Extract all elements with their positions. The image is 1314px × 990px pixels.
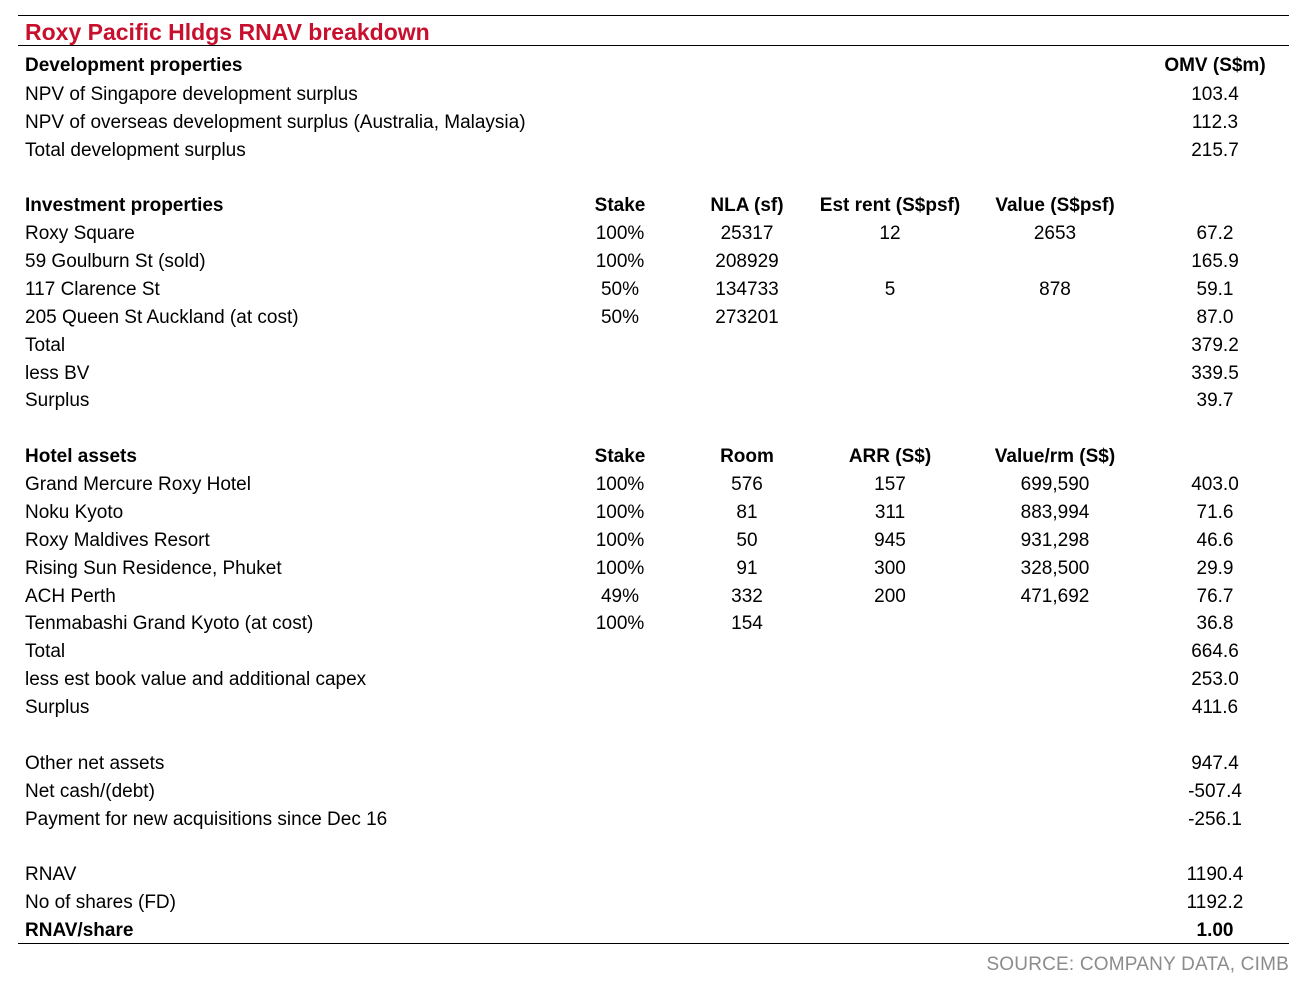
row-label: RNAV (25, 864, 77, 885)
table-row (0, 137, 1314, 165)
row-label: NPV of overseas development surplus (Australia, Malaysia) (25, 112, 526, 133)
table-row (0, 220, 1314, 248)
table-row (0, 52, 1314, 80)
row-label: Development properties (25, 55, 243, 76)
cell-stake: 50% (600, 307, 640, 328)
table-row (0, 527, 1314, 555)
cell-omv: 1.00 (1196, 920, 1234, 941)
cell-val: Value (S$psf) (995, 195, 1115, 216)
row-label: Payment for new acquisitions since Dec 16 (25, 809, 388, 830)
table-row (0, 610, 1314, 638)
row-label: less BV (25, 363, 90, 384)
cell-nla: 81 (736, 502, 758, 523)
table-row (0, 889, 1314, 917)
row-label: Investment properties (25, 195, 224, 216)
table-row (0, 471, 1314, 499)
row-label: RNAV/share (25, 920, 134, 941)
table-row (0, 861, 1314, 889)
cell-rent: ARR (S$) (848, 446, 932, 467)
bottom-rule (18, 943, 1289, 944)
cell-omv: 46.6 (1196, 530, 1234, 551)
row-label: Surplus (25, 697, 90, 718)
cell-stake: 50% (600, 279, 640, 300)
cell-stake: 100% (595, 558, 645, 579)
table-row (0, 192, 1314, 220)
cell-rent: 5 (884, 279, 896, 300)
cell-stake: 100% (595, 613, 645, 634)
row-label: 117 Clarence St (25, 279, 160, 300)
cell-val: 699,590 (1020, 474, 1090, 495)
cell-omv: 39.7 (1196, 390, 1234, 411)
cell-val: Value/rm (S$) (994, 446, 1116, 467)
row-label: Roxy Maldives Resort (25, 530, 210, 551)
cell-omv: 1190.4 (1186, 864, 1244, 885)
cell-omv: 67.2 (1196, 223, 1234, 244)
table-row (0, 583, 1314, 611)
cell-omv: 1192.2 (1186, 892, 1244, 913)
cell-val: 2653 (1033, 223, 1077, 244)
cell-stake: 100% (595, 474, 645, 495)
cell-nla: 25317 (720, 223, 774, 244)
cell-val: 883,994 (1020, 502, 1090, 523)
row-label: 59 Goulburn St (sold) (25, 251, 206, 272)
row-label: Hotel assets (25, 446, 137, 467)
cell-nla: 50 (736, 530, 758, 551)
cell-nla: 576 (731, 474, 763, 495)
cell-nla: Room (720, 446, 774, 467)
cell-omv: 103.4 (1191, 84, 1239, 105)
cell-val: 931,298 (1020, 530, 1090, 551)
cell-stake: 100% (595, 502, 645, 523)
table-row (0, 555, 1314, 583)
row-label: Grand Mercure Roxy Hotel (25, 474, 251, 495)
table-row (0, 778, 1314, 806)
cell-stake: 100% (595, 251, 645, 272)
cell-omv: 403.0 (1191, 474, 1239, 495)
cell-omv: 87.0 (1196, 307, 1234, 328)
cell-omv: 339.5 (1191, 363, 1239, 384)
row-label: Rising Sun Residence, Phuket (25, 558, 282, 579)
cell-omv: 112.3 (1191, 112, 1239, 133)
row-label: No of shares (FD) (25, 892, 176, 913)
cell-nla: 208929 (715, 251, 779, 272)
cell-val: 471,692 (1020, 586, 1090, 607)
table-row (0, 638, 1314, 666)
row-label: Roxy Square (25, 223, 135, 244)
cell-rent: 300 (874, 558, 906, 579)
source-note: SOURCE: COMPANY DATA, CIMB (986, 954, 1289, 975)
cell-omv: 379.2 (1191, 335, 1239, 356)
cell-nla: 273201 (715, 307, 779, 328)
cell-omv: 664.6 (1191, 641, 1239, 662)
table-row (0, 109, 1314, 137)
cell-omv: 947.4 (1191, 753, 1239, 774)
cell-omv: 36.8 (1196, 613, 1234, 634)
row-label: Tenmabashi Grand Kyoto (at cost) (25, 613, 314, 634)
row-label: Surplus (25, 390, 90, 411)
cell-nla: NLA (sf) (710, 195, 784, 216)
cell-val: 878 (1039, 279, 1071, 300)
table-row (0, 443, 1314, 471)
table-row (0, 81, 1314, 109)
row-label: NPV of Singapore development surplus (25, 84, 358, 105)
cell-stake: 49% (600, 586, 640, 607)
table-title: Roxy Pacific Hldgs RNAV breakdown (25, 19, 430, 45)
cell-stake: 100% (595, 223, 645, 244)
cell-rent: Est rent (S$psf) (819, 195, 961, 216)
row-label: Other net assets (25, 753, 165, 774)
cell-stake: Stake (594, 195, 646, 216)
cell-rent: 311 (874, 502, 906, 523)
cell-omv: 76.7 (1196, 586, 1234, 607)
table-row (0, 806, 1314, 834)
table-row (0, 666, 1314, 694)
cell-omv: 71.6 (1196, 502, 1234, 523)
cell-nla: 134733 (715, 279, 779, 300)
cell-nla: 154 (731, 613, 763, 634)
cell-omv: 253.0 (1191, 669, 1239, 690)
top-rule (18, 15, 1289, 16)
cell-nla: 332 (731, 586, 763, 607)
row-label: Net cash/(debt) (25, 781, 155, 802)
cell-omv: -256.1 (1188, 809, 1242, 830)
table-row (0, 304, 1314, 332)
cell-rent: 12 (879, 223, 901, 244)
cell-stake: 100% (595, 530, 645, 551)
title-rule (18, 45, 1289, 46)
cell-rent: 157 (874, 474, 906, 495)
cell-omv: 59.1 (1196, 279, 1234, 300)
cell-rent: 200 (874, 586, 906, 607)
row-label: Noku Kyoto (25, 502, 124, 523)
row-label: Total (25, 641, 66, 662)
row-label: less est book value and additional capex (25, 669, 367, 690)
table-row (0, 387, 1314, 415)
cell-omv: -507.4 (1188, 781, 1242, 802)
cell-omv: OMV (S$m) (1164, 55, 1266, 76)
table-row (0, 750, 1314, 778)
cell-nla: 91 (736, 558, 758, 579)
cell-val: 328,500 (1020, 558, 1090, 579)
cell-omv: 29.9 (1196, 558, 1234, 579)
cell-omv: 165.9 (1191, 251, 1239, 272)
table-row (0, 276, 1314, 304)
table-row (0, 332, 1314, 360)
cell-omv: 215.7 (1191, 140, 1239, 161)
table-row (0, 360, 1314, 388)
table-row (0, 917, 1314, 945)
cell-omv: 411.6 (1191, 697, 1239, 718)
cell-stake: Stake (594, 446, 646, 467)
table-row (0, 248, 1314, 276)
row-label: Total development surplus (25, 140, 246, 161)
row-label: 205 Queen St Auckland (at cost) (25, 307, 299, 328)
table-row (0, 499, 1314, 527)
table-row (0, 694, 1314, 722)
row-label: ACH Perth (25, 586, 116, 607)
cell-rent: 945 (874, 530, 906, 551)
row-label: Total (25, 335, 66, 356)
